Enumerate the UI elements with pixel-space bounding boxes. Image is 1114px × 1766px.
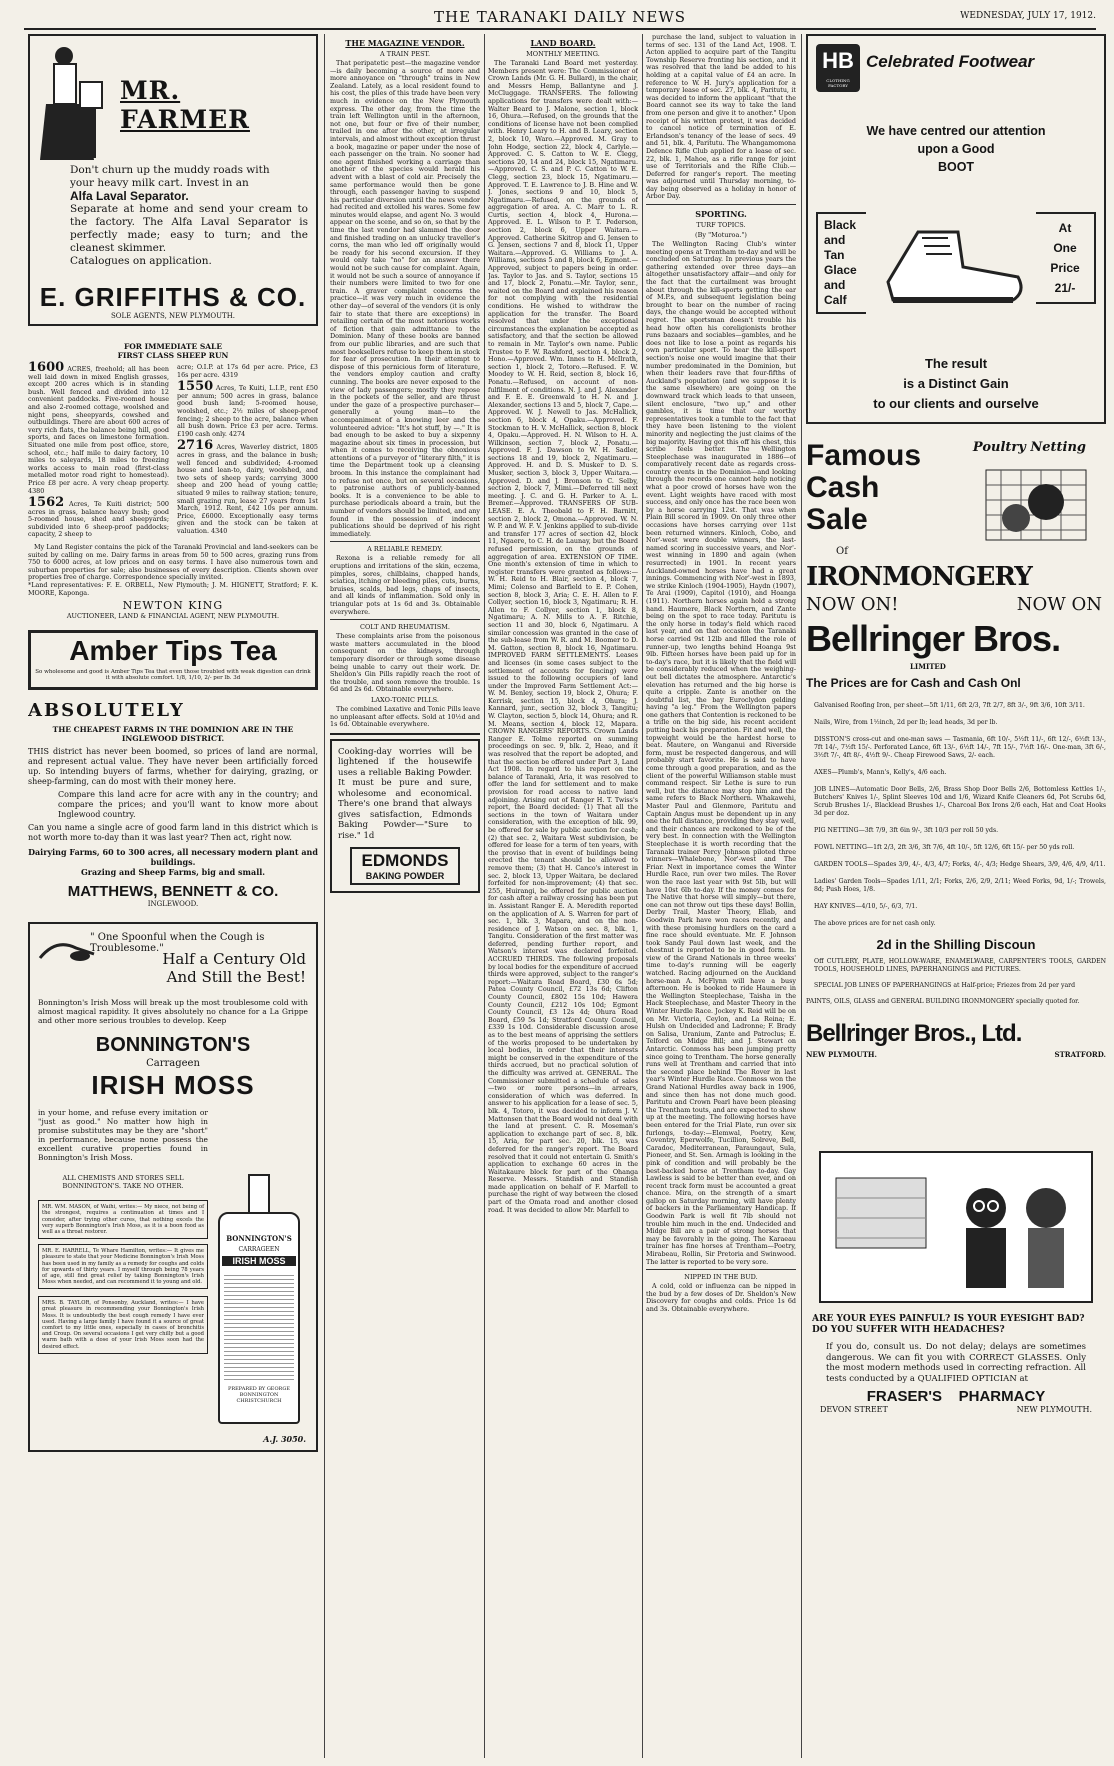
poultry-netting-label: Poultry Netting bbox=[972, 440, 1086, 455]
alfa-laval-ad bbox=[28, 34, 318, 326]
column-rule bbox=[484, 34, 485, 1758]
sporting-heading: SPORTING. bbox=[695, 209, 747, 220]
sale-heading: FOR IMMEDIATE SALE bbox=[123, 342, 223, 351]
column-1 bbox=[28, 34, 318, 1758]
listing: 2716 Acres, Waverley district, 1805 acres in grass, and the balance in bush; well fenced and subdivided; 4-roomed house and lean-to, dairy, woolshed, and two sets of sheep yards; carrying 3000 sheep and 200 head of young cattle; situated 9 miles to railway station; tenure, small grazing run, lease 27 years from 1st March, 1912. Rent, £42 10s per annum. Price, £6000. Exceptionally easy terms given and the stock can be taken at valuation. 4340 bbox=[177, 438, 318, 535]
price-list bbox=[806, 702, 1106, 1059]
footwear-title: Celebrated Footwear bbox=[866, 52, 1035, 71]
farmer-body bbox=[70, 164, 308, 268]
column-rule bbox=[642, 34, 643, 1758]
moss-quote: " One Spoonful when the Cough is Troublesome." bbox=[90, 932, 265, 955]
edmonds-logo-sub: BAKING POWDER bbox=[365, 871, 445, 882]
column-5 bbox=[806, 34, 1106, 1758]
separator-product: Alfa Laval Separator. bbox=[70, 189, 189, 203]
newspaper-title: THE TARANAKI DAILY NEWS bbox=[433, 8, 687, 26]
hb-logo-sub: CLOTHING FACTORY bbox=[826, 78, 850, 88]
land-board-continued: purchase the land, subject to valuation in terms of sec. 131 of the Land Act, 1908. T. Acton applied to acquire part of the Tangitu Township Reserve fronting his section, and it was resolved that the land be added to his holding at a capital value of £4 an acre. In reference to W. H. Jury's application for a temporary lease of sec. 27, blk. 4, Paritutu, it was decided to inform the applicant "that the Board cannot see its way to take the land from one person and give it to another." Upon receipt of his written protest, it was decided to cancel notice of termination of E. Erlandson's tenancy of the lease of secs. 49 and 51, blk. 4, Paritutu. The Whangamomona Defence Rifle Club applied for a lease of sec. 22, blk. 1, Mahoe, as a rifle range for joint use of Territorials and the Rifle Club.—Deferred for ranger's report. The meeting was adjourned until Thursday morning, to-day being observed as a holiday in honor of Arbor Day. bbox=[646, 34, 796, 201]
land-board-article: The Taranaki Land Board met yesterday. Members present were: The Commissioner of Crown Lands (Mr. G. H. Bullard), in the chair, and Messrs Hemp, Ballantyne and J. McCluggage. TRANSFERS. The following applications for transfers were dealt with:— Walter Beard to J. Malone, section 1, block 16, Ohura.—Refused, on the grounds that the conditions of license have not been complied with. Henry Leary to H. and B. Leary, section 2, block 10, Waro.—Approved. M. Gray to John Hodge, section 22, block 4, Carlyle.—Approved. C. S. Catton to W. E. Clegg, sections 20, 14 and 24, block 15, Ngatimaru.—Approved. C. S. and P. C. Catton to W. E. Clegg, section 23, block 15, Ngatimaru.—Approved. T. E. Lawrence to J. B. Hine and W. J. Jones, sections 9 and 10, block 5, Ngatimaru.—Refused, on the grounds of aggregation of area. A. C. Marr to L. R. Curtis, section 4, block 4, Hurona.—Approved. E. L. Wilson to P. T. Pederson, section 2, block 6, Upper Waitara.—Approved. Catherine Skitrop and G. Jensen to G. Jensen, sections 7 and 8, block 11, Upper Waitara.—Approved. G. Williams to J. A. Williams, sections 5 and 8, block 6, Egmont.—Approved, subject to papers being in order. Jas. Taylor to Jas. and S. Taylor, sections 15 and 17, block 2, Ponatu.—Mr. Taylor, senr., waited on the Board and explained his reason for not complying with the residential conditions. He wished to withdraw the application for the transfer. The Board resolved that under the exceptional circumstances the explanation be accepted as satisfactory, and that the section be allowed to remain in Mr. Taylor's own name. Public Trustee to F. W. Rashford, section 4, block 2, Hono.—Approved. Wm. Innes to H. McIlrath, section 1, block 2, Totoro.—Refused. F. W. Moodey to W. H. Reid, section 8, block 16, Ponatu.—Refused, on account of non-fulfilment of conditions. N. J. and J. Alexander and F. E. E. Greenwald to H. N. and J. Alexander, sections 13 and 5, block 7, Cape.—Approved. W. J. Newell to Jas. McHallick, section 6, block 4, Opaku.—Approved. F. Stockman to H. V. McHallick, section 8, block 4, Opaku.—Approved. H. N. Wilson to H. A. Wilkinson, section 7, block 2, Ponatu.—Approved. F. J. Dawson to W. H. Sadler, sections 18 and 19, block 2, Ngatimaru.—Approved. H. and D. S. Musker to D. S. Musker, section 3, block 3, Upper Waitara.—Approved. D. and J. Bronson to C. Selby, section 2, block 7, Mimi.—Deferred till next meeting. J. C. and G. H. Parker to A. L. Bremer.—Approved. TRANSFERS OF SUB-LEASE. E. A. Theobald to F. H. Barnitt, section 2, block 2, Omona.—Approved. W. N. W. P. and W. F. V. Jenkins applied to sub-divide and transfer 177 acres of section 42, block 11, Ngaere, to C. H. de Launay, but the Board refused permission, on the grounds of aggregation of area. EXTENSION OF TIME. One month's extension of time in which to register transfers were granted as follows:—W. H. Reid to H. Blair, section 4, block 7, Mimi; Colenso and Barfield to E. P. Cohen, section 8, block 3, Aria; C. E. H. Allen to F. Collyer, section 16, block 3, Ngatimaru; R. H. Allen to F. Collyer, section 1, block 8, Ngatimaru; A. N. Mills to A. F. Ritchie, section 11 and 30, block 6, Ngatimaru. A similar concession was granted in the case of the sub-lease from W. R. and M. Boomer to D. M. Gatton, section 8, block 16, Ngatimaru. IMPROVED FARM SETTLEMENTS. Leases and licenses (in some cases subject to the settlement of accounts for fencing) were issued to the following occupiers of land under the Improved Farm Settlement Act:—W. M. Benley, section 19, block 2, Ohura; F. Kerrisk, section 15, block 4, Ohura; J. Kannard, junr., section 32, block 3, Tangitu; W. Clayton, section 5, block 14, Ohura; and R. M. Means, section 4, block 12, Mapara. CROWN RANGERS' REPORTS. Crown Lands Ranger E. Tolme reported on summing proceedings on sec. 9, blk. 2, Heao, and it was resolved that the report be adopted, and that the section be offered under Part 3, Land Act 1908. In regard to his report on the balance of Taranaki, Aria, it was resolved to offer the land for settlement and to make provision for road access to native land adjoining. Arising out of Ranger H. T. Twiss's report, the Board decided: (1) That all the sections in the town of Waitara under consideration, with the exception of blk. 99, be offered for sale by public auction for cash; (2) that sec. 2, Waitara West subdivision, be offered for lease for a term of ten years, with the proviso that in event of buildings being erected the tenant should be allowed to remove them; (3) that H. Canco's interest in sec. 2, block 13, Upper Waitara, be declared forfeited for non-improvement; (4) that sec. 255, Huirangi, be offered for public auction for cash after a railway crossing has been put in. Assistant Ranger E. A. Meredith reported on the application of A. S. Warren for part of sec. 1, blk. 3, Mapara, and on the non-residence of J. Watson on sec. 8, blk. 1, Tangitu. Consideration of the first matter was deferred, pending further report, and Watson's interest was declared forfeited. ACCRUED THIRDS. The following proposals by local bodies for the expenditure of accrued thirds were approved, subject to the ranger's report:—Waitara Road Board, £30 6s 5d; Patea County Council, £72 13s 6d; Clifton County Council, £802 15s 10d; Hawera County Council, £212 10s 10d; Egmont County Council, £3 12s 4d; Ohura Road Board, £59 5s 1d; Stratford County Council, £339 1s 10d. Considerable discussion arose as to the best means of apprising the settlers of the works proposed to be undertaken by local bodies, in order that their interests might be conserved in the expenditure of the thirds accrued, but no practical solution of the difficulty was arrived at. GENERAL. The Commissioner submitted a schedule of sales—two or more persons—in arrears, consideration of which was deferred. In answer to his application for a lease of sec. 5, blk. 4, Totoro, it was decided to inform J. V. Mattonsen that the Board would not deal with the land at present. C. R. Moseman's application to exchange part of sec. 8, blk. 15, Aria, for part sec. 20, blk. 15, was deferred for the ranger's report. The Board resolved that it could not entertain G. Smith's application to exchange 60 acres in the Waitakaure block for part of the Ohanga Reserve. Messrs. Standish and Standish made application on behalf of F. Marfell to purchase the right of way between the closed part of the Omata road and another closed road. It was decided to allow Mr. Marfell to bbox=[488, 59, 638, 1214]
price-item: Ladies' Garden Tools—Spades 1/11, 2/1; Forks, 2/6, 2/9, 2/11; Weed Forks, 9d, 1/-; Trowels, 8d; Push Hoes, 1/8. bbox=[814, 878, 1106, 893]
newton-king: NEWTON KING bbox=[122, 599, 224, 613]
irish-moss-ad bbox=[28, 922, 318, 1452]
sale-subheading: FIRST CLASS SHEEP RUN bbox=[117, 351, 229, 360]
issue-date: WEDNESDAY, JULY 17, 1912. bbox=[960, 11, 1096, 21]
price-item: Nails, Wire, from 1½inch, 2d per lb; lead heads, 3d per lb. bbox=[814, 719, 998, 726]
price-item: FOWL NETTING—1ft 2/3, 2ft 3/6, 3ft 7/6, 4ft 10/-, 5ft 12/6, 6ft 15/- per 50 yds roll. bbox=[814, 844, 1075, 851]
bellringer-name: Bellringer Bros. bbox=[806, 618, 1061, 659]
laxo-heading: LAXO-TONIC PILLS. bbox=[371, 695, 439, 704]
inglewood-town: INGLEWOOD. bbox=[147, 900, 199, 909]
eyes-question: ARE YOUR EYES PAINFUL? IS YOUR EYESIGHT BAD? DO YOU SUFFER WITH HEADACHES? bbox=[812, 1314, 1085, 1335]
bellringer-ad bbox=[806, 434, 1106, 1134]
absolutely-p3: Can you name a single acre of good farm land in this district which is not worth more to-day than it was last year? Then act, right now. bbox=[28, 823, 318, 843]
result-line: The result bbox=[924, 356, 988, 371]
milkmaid-illustration bbox=[36, 42, 106, 162]
column-2 bbox=[330, 34, 480, 1758]
attention-line: upon a Good bbox=[917, 142, 995, 156]
amber-tips-title: Amber Tips Tea bbox=[69, 635, 277, 667]
footwear-attention bbox=[808, 122, 1104, 176]
town-new-plymouth: NEW PLYMOUTH. bbox=[806, 1050, 877, 1059]
moss-stores: ALL CHEMISTS AND STORES SELL BONNINGTON'S. TAKE NO OTHER. bbox=[62, 1174, 184, 1191]
price-item: GARDEN TOOLS—Spades 3/9, 4/-, 4/3, 4/7; Forks, 4/-, 4/3; Hedge Shears, 3/9, 4/6, 4/9, 4/11. bbox=[814, 861, 1106, 868]
absolutely-subtitle: THE CHEAPEST FARMS IN THE DOMINION ARE IN THE INGLEWOOD DISTRICT. bbox=[52, 725, 294, 744]
optician-illustration bbox=[816, 1148, 1096, 1308]
edmonds-logo bbox=[350, 847, 460, 885]
sale-left-col bbox=[28, 360, 169, 539]
masthead bbox=[24, 8, 1096, 30]
famous-cash-sale: Famous Cash Sale bbox=[806, 439, 922, 536]
moss-half-century bbox=[162, 950, 306, 986]
colt-text: These complaints arise from the poisonous waste matters accumulated in the blood consequent on the kidneys, through temporary disorder or through some disease being unable to carry out their work. Dr. Sheldon's Gin Pills rapidly reach the root of the trouble, and soon remove the trouble. 1s 6d and 2s 6d. Obtainable everywhere. bbox=[330, 632, 480, 694]
special-job-lines: SPECIAL JOB LINES OF PAPERHANGINGS at Half-price; Friezes from 2d per yard bbox=[814, 982, 1076, 989]
column-rule bbox=[801, 34, 802, 1758]
farmer-heading: MR. FARMER bbox=[120, 76, 250, 134]
absolutely-p1: THIS district has never been boomed, so prices of land are normal, and represent actual value. They have never been artificially forced up. So intending buyers of farms, whether for dairying, grazing, or sheep-farming, can do most with their money here. bbox=[28, 747, 318, 787]
discount-items: Off CUTLERY, PLATE, HOLLOW-WARE, ENAMELWARE, CARPENTER'S TOOLS, GARDEN TOOLS, HOUSEHOLD LINES, PAPERHANGINGS and PICTURES. bbox=[814, 958, 1106, 973]
farmer-line: Separate at home and send your cream to the factory. The Alfa Laval Separator is perfectly made; easy to turn; and the cleanest skimmer. bbox=[70, 203, 308, 254]
testimonial-text: MRS. B. TAYLOR, of Ponsonby, Auckland, writes:— I have great pleasure in recommending your Bonnington's Irish Moss. It is undoubtedly the best cough remedy I have ever used. Having a large family I have found it a source of great comfort to my little ones, especially in cases of bronchitis and Croup. On several occasions I get very chilly but a good warm bath with a dose of your Irish Moss soon had the desired effect. bbox=[42, 1300, 204, 1350]
sole-agents: SOLE AGENTS, NEW PLYMOUTH. bbox=[110, 312, 236, 320]
sporting-article: The Wellington Racing Club's winter meeting opens at Trentham to-day and will be concluded on Saturday. In previous years the gathering extended over three days—an altogether unsatisfactory affair—and only for the fact that the curtailment was brought about through the kill-sports getting the ear of M.P.s, and subsequent legislation being brought to bear on the number of racing days, the change would be accepted without regret. The sportsman doesn't trouble his head how often his coreligionists brother runs bazaars and sociables—gambles, and he does not like to lose a point as regards his own particular sport. To hear the kill-sport section's noise one would imagine that their number predominated in the Dominion, but when their leaders rave that four-fifths of Auckland's population (and we suppose it is the same elsewhere) are going on the downward track which leads to that unseen, silent enclosure, "two up," and other gambles, it is time that our worthy representatives took a tumble to the fact that they have been listening to the violent minority and neglecting the just claims of the big majority. Having got this off his chest, this scribe feels better. The Wellington Steeplechase was inaugurated in 1886—of comparatively recent date as regards cross-country events in the Dominion—and looking through the records one cannot help noticing what a poor crowd of horses have won the event. Light weights have raced with most success, and only once has the race been won by a horse carrying 12st. That was when Plain Bill scored in 1909. On only three other occasions have horses carrying over 11st been returned winners. Kinloch, Cobo, and Nor'-west were double winners, the last-named scoring in successive years, and Nor'-west winning in 1890 and again (when resurrected) in 1901. In recent years Auckland-owned horses have had a great innings. Commencing with Nor'-west in 1893, we strike Kinloch (1904-1905), Haydn (1907), Te Arai (1909), Capitol (1910), and Hoanga (1911). Northern horses again hold a strong hand. Haumere, Black Northern, and Zante being on the spot to race today. Paritutu is the only horse in today's field which raced last year, and on that occasion the Taranaki horse carried 9st 12lb and filled the role of runner-up, two lengths behind Hoanga 9st 9lb. Fifteen horses have been paid up for in to-day's race, but it is likely that the field will be considerably reduced when the weighing-out bell dictates the atmosphere. Antarctic's elevation has returned and the big horse is quite a cripple. Zante is another on the doubtful list, the bay Euroclydon gelding having "a leg." From the Wellington papers one gathers that Contention is reckoned to be a trifle on the big side, his recent accident putting back his preparation. Fit and well, the topweight would be the hardest horse to beat. Mautere, on Wanganui and Riverside form, must be respected dangerous, and will probably start favorite. He is said to have come through a good preparation, and as the client of the powerful Williamson stable must command respect. Sir Lethe is sure to run well, but the distance may stop him and the same refers to Black Northern. Whakawehi, Master Paul and Glenmore, Paritutu and Captain Angus must be dependent up in any one the full distance, providing they stay well, and their chances are reckoned to be of the very best. In connection with the Wellington Steeplechase it is worth recording that the Taranaki trainer Percy Johnson piloted three winners—Whalebone, Nor'-west and The Friar. Next in importance comes the Winter Hurdle Race, run over two miles. The Rover won the race last year with 9st 5lb, but will have 10st 6lb to-day. If the money comes for The Native that horse will simply—but there, one can not throw out tips these days! Bollin, Derby Trail, Master Theory, Eliab, and Goodwin Park have won races recently, and with these promising hurdlers on the card a fine race should eventuate. Mr. F. Johnson took Sandy Paul down last week, and the chestnut is reported to be in good form. In view of the Grand Nationals in three weeks' time to-day's running will be eagerly watched. Racing adjourned on the Auckland horse-man A. McFlynn will have a busy afternoon. He is booked to ride Haumere in the Wellington Steeplechase, Taisha in the Hack Steeplechase, and Master Theory in the Winter Hurdle Race. Jockey K. Reid will be on on Mr. Victoria, Ceylon, and La Reina; E. Hulsh on Undecided and Ladronne; F. Brady on Salisa, Uranium, Zante and Patroclus; E. Telford on Midge Bill; and J. Stewart on Antarctic. Conmoss has been jumping pretty since going to Trentham. The horse generally runs well at Trentham and carried that into the second place behind The Rover in last year's Winter Hurdle Race. Conmoss won the Grand National Hurdles away back in 1906, and since then has not done much good. Paritutu and Crown Pearl have been pleasing the Trentham touts, and are expected to show up at the meeting. The following horses have been entered for the Trial Plate, run over six furlongs, to-day:—Elemwal, Poetry, Kew, Coventry, Eperwolfe, Tucillion, Solreve, Bell, Caradoc, Mediterranean, Paraungaut, Sula, Pioneer, and St. Sen. Armagh is looking in the pink of condition and will probably be the best-backed horse at Trentham to-day. Gay Lawless is said to be better than ever, and on recent track form must be accounted a great chance. Mira, on the strength of a smart gallop on Saturday morning, will have plenty of backers in the Parliamentary Handicap. If Goodwin Park is well fit 7lb should not trouble him much in the end. Undecided and Midge Bill are a pair of strong horses that may be favorably in the going. The Karaeau trainer has fine horses at Trentham—Poetry, Mirabeau, Rollin, Sir Pretoria and Swinwood. The latter is reported to be very sore. bbox=[646, 240, 796, 1266]
land-board-heading: LAND BOARD. bbox=[530, 38, 596, 48]
discount-heading: 2d in the Shilling Discoun bbox=[876, 937, 1036, 952]
testimonial-text: MR. WM. MASON, of Waihi, writes:— My niece, not being of the strongest, requires a continuation at times and I consider, after trying other cures, that nothing excels the very superb Bonnington's Irish Moss, as it is a boon food as well as a throat restorer. bbox=[42, 1204, 204, 1236]
town-stratford: STRATFORD. bbox=[1054, 1050, 1106, 1059]
sale-right-col bbox=[177, 364, 318, 539]
moss-bottle bbox=[218, 1174, 300, 1424]
farmer-line: your heavy milk cart. Invest in an bbox=[70, 177, 249, 189]
sale-listings bbox=[28, 360, 318, 539]
listing: 1600 ACRES, freehold; all has been well laid down in mixed English grasses, except 200 acres which is in standing bush. Well fenced and divided into 12 convenient paddocks. Five-roomed house and also 2-roomed cottage, woolshed and night pens, sheepyards, cowshed and outbuildings. There are about 600 acres of very rich flats, the balance being hill, good sports, and faces on limestone formation. Situated one mile from post office, store, school, etc.; half mile to dairy factory, 10 miles to saleyards, 18 miles to freezing works access to main road (first-class metalled motor road right to homestead). Price £8 per acre. A very cheap property. 4380 bbox=[28, 360, 169, 495]
edmonds-logo-name: EDMONDS bbox=[361, 851, 449, 871]
column-3 bbox=[488, 34, 638, 1758]
fraser-town: NEW PLYMOUTH. bbox=[1016, 1405, 1092, 1414]
hb-logo bbox=[816, 44, 860, 92]
magazine-vendor-article: That peripatetic pest—the magazine vendor—is daily becoming a source of more and more annoyance on "through" trains in New Zealand. Lately, as a local resident found to his cost, the plies of this trade have been very much in evidence on the New Plymouth express. The other day, from the time the train left Wellington until in the afternoon, not one, but four or five of their number, trailed in one after the other, at irregular intervals, and almost without exception thrust a book, magazine or paper under the nose of each passenger on the train. No sooner had one agent finished working a carriage than another of the species would herald his advent with a blast of cold air. Precisely the same performance would then be gone through, each passenger having to suspend his particular diversion until the news vendor had recited and extolled his wares. Some few minutes would elapse, and agent No. 3 would appear on the scene, and so on, so that by the time the last vendor had slammed the door and finished trading on an unlucky traveller's corns, the man who led off originally would be ready for his second excursion. If they would only take "no" for an answer there would not be such cause for complaint. Again, it would not be such a source of annoyance if their numbers were limited to two for one train. A graver complaint concerns the practice—it was very much in evidence the other day—of several of the vendors (it is only fair to state that there are exceptions) in retailing certain of the most notorious works of fiction that gain admittance to the Dominion. Many of these books are banned from our public libraries, and are such that most booksellers refuse to keep them in stock for fear of prosecution. In their attempt to dispose of this pernicious form of literature, the vendors employ caution and crafty cunning. The books are never exposed to the view of lady passengers; mostly they repose in the pockets of the seller, and are thrust under the gaze of a prospective purchaser—generally a young man—to the accompaniment of a knowing leer and the volunteered advice: "It's hot stuff, by —." It is bad enough to be asked to buy a sixpenny magazine about six times in procession, but when it comes to receiving the obnoxious attentions of a purveyor of "literary filth," it is time the Department took up a cleansing broom. In this instance the complainant had to refuse not once, but on several occasions, to patronise authors of publicly-banned books. It is a convenience to be able to purchase periodicals aboard a train, but the number of vendors should be limited, and any found in the possession of indecent publications should be deprived of his right immediately. bbox=[330, 59, 480, 538]
listing: 1562 Acres, Te Kuiti district; 500 acres in grass, balance heavy bush; good 5-roomed house, shed and sheepyards; subdivided into 6 sheep-proof paddocks; capacity, 2 sheep to bbox=[28, 495, 169, 539]
griffiths-company: E. GRIFFITHS & CO. bbox=[39, 282, 307, 312]
column-rule bbox=[324, 34, 325, 1758]
edmonds-ad bbox=[330, 739, 480, 894]
colt-heading: COLT AND RHEUMATISM. bbox=[359, 623, 450, 632]
footwear-left-box: Black and Tan Glace and Calf bbox=[816, 212, 866, 314]
price-item: DISSTON'S cross-cut and one-man saws — Tasmania, 6ft 10/-, 5½ft 11/-, 6ft 12/-, 6½ft 13/-, 7ft 14/-, 7½ft 15/-. Perforated Lance, 6ft 13/-, 6½ft 14/-, 7ft 15/-, 7½ft 16/-. One-man, 3ft 6/-, 3½ft 7/-, 4ft 8/-, 4½ft 9/-. Cheap Firewood Saws, 2/- each. bbox=[814, 736, 1106, 759]
moss-body: in your home, and refuse every imitation or "just as good." No matter how high in promise substitutes may be they are "short" in performance, because none possess the excellent curative properties found in Bonnington's Irish Moss. bbox=[38, 1108, 208, 1163]
land-representatives: *Land representatives: F. E. ORBELL, New Plymouth; J. M. HIGNETT, Stratford; F. K. MOORE, Kaponga. bbox=[28, 581, 318, 597]
footwear-ad bbox=[806, 34, 1106, 424]
remedy-text: Rexona is a reliable remedy for all eruptions and irritations of the skin, eczema, pimples, sores, chilblains, chapped hands, sciatica, itching or bleeding piles, cuts, burns, bruises, scalds, bad legs, chaps of insects, and all kinds of inflammation. Sold only in triangular pots at 1s 6d and 3s. Obtainable everywhere. bbox=[330, 554, 480, 616]
testimonial bbox=[38, 1200, 208, 1239]
price-item: JOB LINES—Automatic Door Bells, 2/6, Brass Shop Door Bells 2/6, Bottomless Kettles 1/-, Butchers' Knives 1/-, Splint Sleeves 10d and 1/6, Wizard Knife Cleaners 6d, Pot Scrubs 6d, Scrub Brushes 1/-, Blacklead Brushes 1/-, Charcoal Box Irons 2/6 each, Hat and Coat Hooks 3d per doz. bbox=[814, 786, 1106, 817]
now-on-right: NOW ON bbox=[1016, 594, 1102, 615]
of-label: Of bbox=[836, 546, 848, 557]
bellringer-footer: Bellringer Bros., Ltd. bbox=[806, 1020, 1022, 1047]
remedy-heading: A RELIABLE REMEDY. bbox=[367, 545, 443, 554]
price-item: The above prices are for net cash only. bbox=[814, 920, 936, 927]
still-best-line: And Still the Best! bbox=[166, 968, 306, 987]
moss-irish: IRISH MOSS bbox=[91, 1070, 255, 1101]
monthly-meeting-sub: MONTHLY MEETING. bbox=[526, 50, 600, 58]
hb-logo-text: HB bbox=[822, 48, 854, 73]
land-register-text: My Land Register contains the pick of the Taranaki Provincial and land-seekers can be suited by calling on me. Dairy farms in areas from 50 to 500 acres, grazing runs from 750 to 6000 acres, at low prices and on easy terms. I have also numerous town and suburban properties for sale; also businesses of every description. Clients shown over properties free of charge. Correspondence specially invited. bbox=[28, 543, 318, 582]
attention-line: We have centred our attention bbox=[866, 124, 1046, 138]
fraser-name: FRASER'S PHARMACY bbox=[866, 1388, 1046, 1405]
price-item: HAY KNIVES—4/10, 5/-, 6/3, 7/1. bbox=[814, 903, 918, 910]
moss-brand: BONNINGTON'S bbox=[95, 1034, 251, 1057]
auctioneer-sub: AUCTIONEER, LAND & FINANCIAL AGENT, NEW PLYMOUTH. bbox=[66, 612, 280, 621]
nipped-heading: NIPPED IN THE BUD. bbox=[684, 1273, 758, 1282]
inglewood-ad bbox=[28, 700, 318, 908]
fraser-body: If you do, consult us. Do not delay; delays are sometimes dangerous. We can fit you with CORRECT GLASSES. Only the most modern methods used in correcting refraction. All tests conducted by a QUALIFIED OPTICIAN at bbox=[826, 1342, 1086, 1384]
ironmongery: IRONMONGERY bbox=[806, 562, 1032, 592]
footwear-result bbox=[808, 354, 1104, 414]
absolutely-title: ABSOLUTELY bbox=[28, 700, 185, 722]
matthews-bennett: MATTHEWS, BENNETT & CO. bbox=[67, 883, 279, 901]
bottle-label-1: BONNINGTON'S bbox=[226, 1234, 292, 1244]
farm-sale-ad bbox=[28, 342, 318, 620]
footwear-right-box: At One Price 21/- bbox=[1036, 212, 1096, 304]
half-century-line: Half a Century Old bbox=[162, 950, 306, 969]
fraser-address bbox=[806, 1405, 1106, 1414]
result-line: to our clients and ourselve bbox=[873, 396, 1039, 411]
paints-oils: PAINTS, OILS, GLASS and GENERAL BUILDING IRONMONGERY specially quoted for. bbox=[806, 998, 1080, 1005]
amber-tips-text: So wholesome and good is Amber Tips Tea that even those troubled with weak digestion can drink it with absolute comfort. 1/8, 1/10, 2/- per lb. 3d bbox=[35, 669, 311, 682]
moss-intro: Bonnington's Irish Moss will break up the most troublesome cold with almost magical rapidity. It gives absolutely no chance for a La Grippe and other more serious troubles to develop. Keep bbox=[38, 998, 308, 1026]
edmonds-text: Cooking-day worries will be lightened if the housewife uses a reliable Baking Powder. It must be pure and sure, wholesome and economical. There's one brand that always gives satisfaction, Edmonds Baking Powder—"Sure to rise." 1d bbox=[338, 746, 472, 841]
absolutely-p2: Compare this land acre for acre with any in the country; and compare the prices; and you'll want to know more about Inglewood country. bbox=[58, 790, 318, 820]
absolutely-p4: Dairying Farms, 60 to 300 acres, all necessary modern plant and buildings. bbox=[28, 847, 318, 868]
price-item: PIG NETTING—3ft 7/9, 3ft 6in 9/-, 3ft 10/3 per roll 50 yds. bbox=[814, 827, 999, 834]
bottle-label-2: CARRAGEEN bbox=[238, 1246, 280, 1254]
farmer-line: Catalogues on application. bbox=[70, 255, 212, 267]
column-4 bbox=[646, 34, 796, 1758]
testimonial bbox=[38, 1296, 208, 1354]
spoon-hand-illustration bbox=[36, 928, 96, 978]
amber-tips-ad bbox=[28, 630, 318, 690]
bottle-label-4: PREPARED BY GEORGE BONNINGTON CHRISTCHURCH bbox=[228, 1386, 290, 1405]
price-item: AXES—Plumb's, Mann's, Kelly's, 4/6 each. bbox=[814, 769, 947, 776]
boot-illustration bbox=[878, 222, 1028, 312]
price-item: Galvanised Roofing Iron, per sheet—5ft 1/11, 6ft 2/3, 7ft 2/7, 8ft 3/-, 9ft 3/6, 10ft 3/11. bbox=[814, 702, 1085, 709]
poultry-netting-illustration bbox=[976, 440, 1096, 550]
cash-prices: The Prices are for Cash and Cash Onl bbox=[806, 676, 1021, 690]
bellringer-towns bbox=[806, 1050, 1106, 1059]
farmer-line: Don't churn up the muddy roads with bbox=[70, 164, 270, 176]
listing: 1550 Acres, Te Kuiti, L.I.P., rent £50 per annum; 500 acres in grass, balance good bush land; 5-roomed house, woolshed, etc.; 2½ miles of sheep-proof fencing; 2 sheep to the acre, balance when all bush down. Price £3 per acre. Terms. £190 cash only. 4274 bbox=[177, 379, 318, 438]
turf-topics-heading: TURF TOPICS. bbox=[696, 221, 746, 230]
result-line: is a Distinct Gain bbox=[903, 376, 1009, 391]
listing: acre; O.I.P. at 17s 6d per acre. Price, £3 16s per acre. 4319 bbox=[177, 363, 318, 379]
testimonial-text: MR. E. HARRELL, Te Whare Hamilton, writes:— It gives me pleasure to state that your Medicine Bonnington's Irish Moss has been used in my family as a remedy for coughs and colds for upwards of thirty years. I myself through being 78 years of age, still find great relief by taking Bonnington's Irish Moss when needed, and can recommend it to young and old. bbox=[42, 1248, 204, 1286]
turf-byline: (By "Moturoa.") bbox=[695, 231, 747, 240]
train-pest-sub: A TRAIN PEST. bbox=[379, 50, 431, 58]
fraser-pharmacy-ad bbox=[806, 1148, 1106, 1414]
bottle-label-3: IRISH MOSS bbox=[222, 1256, 296, 1266]
fraser-street: DEVON STREET bbox=[820, 1405, 888, 1414]
ad-code: A.J. 3050. bbox=[263, 1434, 306, 1445]
limited: LIMITED bbox=[910, 662, 946, 671]
nipped-text: A cold, cold or influenza can be nipped in the bud by a few doses of Dr. Sheldon's New Discovery for coughs and colds. Price 1s 6d and 3s. Obtainable everywhere. bbox=[646, 1282, 796, 1313]
moss-carrageen: Carrageen bbox=[146, 1058, 200, 1070]
magazine-vendor-heading: THE MAGAZINE VENDOR. bbox=[345, 38, 465, 48]
testimonial bbox=[38, 1244, 208, 1289]
attention-line: BOOT bbox=[937, 160, 975, 174]
now-on-left: NOW ON! bbox=[806, 594, 899, 615]
absolutely-p5: Grazing and Sheep Farms, big and small. bbox=[80, 867, 266, 878]
laxo-text: The combined Laxative and Tonic Pills leave no unpleasant after effects. Sold at 10½d and 1s 6d. Obtainable everywhere. bbox=[330, 704, 480, 729]
